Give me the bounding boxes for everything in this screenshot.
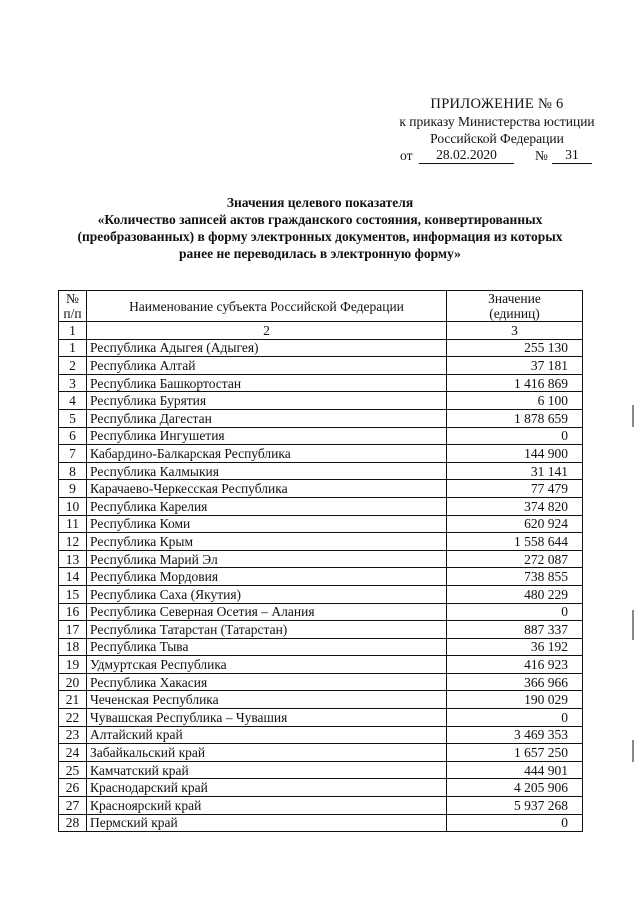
subject-name: Алтайский край [87, 726, 447, 744]
row-number: 10 [59, 497, 87, 515]
table-row [59, 445, 583, 463]
table-row [59, 357, 583, 375]
subject-value: 444 901 [447, 761, 583, 779]
col-value-header: Значение (единиц) [447, 291, 583, 322]
row-number: 7 [59, 445, 87, 463]
subject-value: 190 029 [447, 691, 583, 709]
margin-mark [632, 405, 634, 427]
subject-value: 37 181 [447, 357, 583, 375]
subject-name: Республика Тыва [87, 638, 447, 656]
subject-value: 1 657 250 [447, 744, 583, 762]
ministry-country: Российской Федерации [430, 131, 564, 146]
table-row [59, 533, 583, 551]
table-row [59, 462, 583, 480]
row-number: 5 [59, 409, 87, 427]
subject-name: Красноярский край [87, 797, 447, 815]
col-name-header: Наименование субъекта Российской Федерации [87, 291, 447, 322]
table-row [59, 779, 583, 797]
from-label: от [400, 148, 413, 163]
col-index-1: 1 [59, 322, 87, 340]
subject-name: Республика Башкортостан [87, 374, 447, 392]
column-numbering-row [59, 322, 583, 340]
subject-value: 887 337 [447, 621, 583, 639]
col-index-3: 3 [447, 322, 583, 340]
table-row [59, 392, 583, 410]
table-row [59, 673, 583, 691]
table-row [59, 797, 583, 815]
appendix-header [372, 96, 622, 165]
row-number: 9 [59, 480, 87, 498]
subject-value: 0 [447, 603, 583, 621]
document-title [40, 194, 600, 262]
subject-value: 36 192 [447, 638, 583, 656]
subject-name: Республика Дагестан [87, 409, 447, 427]
subject-name: Республика Карелия [87, 497, 447, 515]
order-reference: к приказу Министерства юстиции [399, 114, 595, 129]
table-row [59, 603, 583, 621]
order-date: 28.02.2020 [419, 147, 514, 164]
subject-value: 0 [447, 709, 583, 727]
order-date-number [372, 147, 622, 165]
subject-name: Удмуртская Республика [87, 656, 447, 674]
table-row [59, 726, 583, 744]
subject-value: 3 469 353 [447, 726, 583, 744]
table-row [59, 497, 583, 515]
subject-name: Республика Хакасия [87, 673, 447, 691]
table-row [59, 480, 583, 498]
row-number: 25 [59, 761, 87, 779]
table-header-row [59, 291, 583, 322]
subject-value: 0 [447, 814, 583, 832]
subject-value: 272 087 [447, 550, 583, 568]
subject-name: Кабардино-Балкарская Республика [87, 445, 447, 463]
subject-name: Забайкальский край [87, 744, 447, 762]
appendix-title: ПРИЛОЖЕНИЕ № 6 [430, 96, 564, 112]
table-row [59, 691, 583, 709]
table-row [59, 339, 583, 357]
subject-name: Республика Калмыкия [87, 462, 447, 480]
subject-name: Республика Коми [87, 515, 447, 533]
row-number: 4 [59, 392, 87, 410]
subject-value: 4 205 906 [447, 779, 583, 797]
subject-value: 5 937 268 [447, 797, 583, 815]
table-row [59, 621, 583, 639]
row-number: 2 [59, 357, 87, 375]
subject-name: Республика Марий Эл [87, 550, 447, 568]
subject-name: Республика Крым [87, 533, 447, 551]
subject-name: Республика Татарстан (Татарстан) [87, 621, 447, 639]
subject-name: Республика Северная Осетия – Алания [87, 603, 447, 621]
table-row [59, 568, 583, 586]
table-body [59, 339, 583, 832]
row-number: 19 [59, 656, 87, 674]
subject-value: 31 141 [447, 462, 583, 480]
subject-value: 255 130 [447, 339, 583, 357]
subject-value: 6 100 [447, 392, 583, 410]
subject-name: Республика Мордовия [87, 568, 447, 586]
row-number: 3 [59, 374, 87, 392]
values-table [58, 290, 583, 832]
table-row [59, 656, 583, 674]
subject-value: 1 558 644 [447, 533, 583, 551]
table-row [59, 761, 583, 779]
row-number: 22 [59, 709, 87, 727]
row-number: 28 [59, 814, 87, 832]
subject-name: Краснодарский край [87, 779, 447, 797]
subject-name: Республика Бурятия [87, 392, 447, 410]
table-row [59, 550, 583, 568]
table-row [59, 427, 583, 445]
row-number: 12 [59, 533, 87, 551]
row-number: 20 [59, 673, 87, 691]
subject-name: Республика Алтай [87, 357, 447, 375]
table-row [59, 709, 583, 727]
subject-value: 620 924 [447, 515, 583, 533]
row-number: 21 [59, 691, 87, 709]
subject-name: Камчатский край [87, 761, 447, 779]
row-number: 11 [59, 515, 87, 533]
subject-name: Республика Ингушетия [87, 427, 447, 445]
row-number: 24 [59, 744, 87, 762]
table-row [59, 585, 583, 603]
subject-name: Чеченская Республика [87, 691, 447, 709]
row-number: 23 [59, 726, 87, 744]
row-number: 17 [59, 621, 87, 639]
subject-value: 480 229 [447, 585, 583, 603]
col-index-2: 2 [87, 322, 447, 340]
subject-value: 1 878 659 [447, 409, 583, 427]
subject-value: 374 820 [447, 497, 583, 515]
title-line-4: ранее не переводилась в электронную форму» [179, 246, 461, 261]
order-number: 31 [552, 147, 592, 164]
row-number: 26 [59, 779, 87, 797]
row-number: 6 [59, 427, 87, 445]
row-number: 27 [59, 797, 87, 815]
row-number: 18 [59, 638, 87, 656]
subject-value: 1 416 869 [447, 374, 583, 392]
subject-name: Республика Саха (Якутия) [87, 585, 447, 603]
row-number: 14 [59, 568, 87, 586]
subject-name: Пермский край [87, 814, 447, 832]
title-line-3: (преобразованных) в форму электронных документов, информация из которых [77, 229, 563, 244]
subject-value: 0 [447, 427, 583, 445]
row-number: 1 [59, 339, 87, 357]
subject-name: Республика Адыгея (Адыгея) [87, 339, 447, 357]
table-row [59, 814, 583, 832]
subject-value: 366 966 [447, 673, 583, 691]
row-number: 15 [59, 585, 87, 603]
subject-value: 77 479 [447, 480, 583, 498]
row-number: 16 [59, 603, 87, 621]
table-row [59, 409, 583, 427]
subject-value: 144 900 [447, 445, 583, 463]
table-row [59, 744, 583, 762]
table-row [59, 638, 583, 656]
margin-mark [632, 610, 634, 640]
subject-value: 738 855 [447, 568, 583, 586]
row-number: 13 [59, 550, 87, 568]
col-number-header: № п/п [59, 291, 87, 322]
subject-name: Чувашская Республика – Чувашия [87, 709, 447, 727]
table-row [59, 515, 583, 533]
subject-name: Карачаево-Черкесская Республика [87, 480, 447, 498]
row-number: 8 [59, 462, 87, 480]
subject-value: 416 923 [447, 656, 583, 674]
margin-mark [632, 740, 634, 762]
title-line-2: «Количество записей актов гражданского состояния, конвертированных [97, 212, 543, 227]
number-label: № [535, 148, 548, 163]
title-line-1: Значения целевого показателя [226, 195, 414, 210]
table-row [59, 374, 583, 392]
